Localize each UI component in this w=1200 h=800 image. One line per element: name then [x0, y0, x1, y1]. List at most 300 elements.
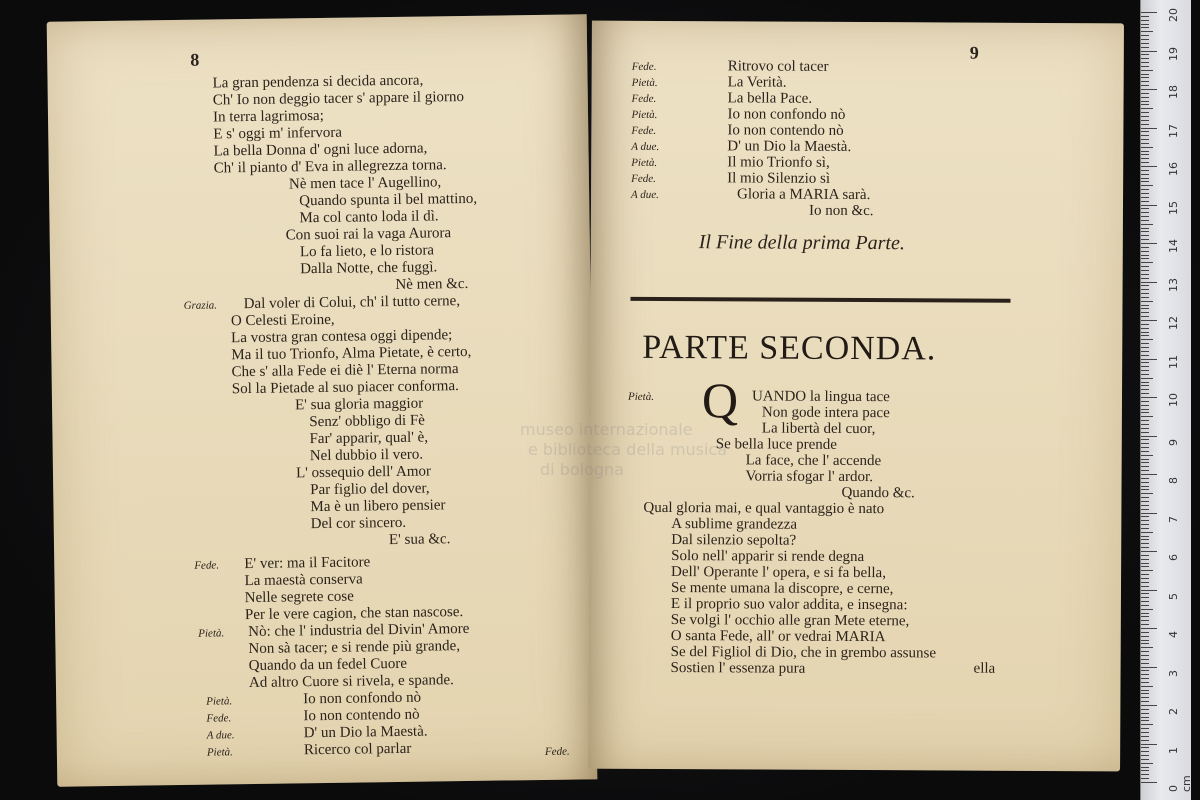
ruler-tick — [1141, 351, 1149, 352]
ruler-tick — [1141, 578, 1149, 579]
ruler-tick — [1141, 513, 1157, 514]
ruler-label: 15 — [1167, 200, 1180, 215]
library-watermark — [520, 420, 760, 510]
ruler-label: 13 — [1167, 277, 1180, 292]
divider-rule — [630, 297, 1010, 303]
ruler-tick — [1141, 705, 1157, 706]
ruler-tick — [1141, 166, 1157, 167]
ruler-tick — [1141, 366, 1149, 367]
page-number: 9 — [969, 42, 979, 63]
ruler-tick — [1141, 208, 1149, 209]
ruler-tick — [1141, 640, 1149, 641]
ruler-tick — [1141, 293, 1149, 294]
speaker-label: Fede. — [631, 92, 657, 105]
ruler-tick — [1141, 274, 1149, 275]
verse-line: Dal voler di Colui, ch' il tutto cerne, — [243, 293, 461, 313]
ruler-tick — [1141, 616, 1149, 617]
ruler-tick — [1141, 239, 1149, 240]
ruler-tick — [1141, 597, 1149, 598]
ruler-tick — [1141, 24, 1149, 25]
ruler-tick — [1141, 89, 1157, 90]
ruler-tick — [1141, 778, 1149, 779]
ruler-tick — [1141, 397, 1157, 398]
ruler-tick — [1141, 505, 1149, 506]
verse-line: L' ossequio dell' Amor — [295, 463, 432, 482]
ruler-label: 0 cm — [1167, 775, 1193, 792]
verse-line: Se volgi l' occhio alle gran Mete eterne, — [670, 612, 910, 630]
verse-line: Se mente umana la discopre, e cerne, — [670, 580, 894, 598]
ruler-tick — [1141, 524, 1149, 525]
catchword: Fede. — [544, 745, 570, 758]
verse-line: Nò: che l' industria del Divin' Amore — [248, 620, 470, 641]
ruler-tick — [1141, 320, 1157, 321]
ruler-tick — [1141, 158, 1149, 159]
watermark-line: di bologna — [540, 460, 624, 479]
verse-line: Ma è un libero pensier — [310, 497, 446, 516]
catchword: ella — [973, 660, 996, 677]
ruler-tick — [1141, 509, 1149, 510]
ruler-tick — [1141, 751, 1149, 752]
speaker-label: Grazia. — [183, 299, 218, 312]
ruler-label: 8 — [1167, 477, 1180, 484]
ruler-tick — [1141, 258, 1149, 259]
ruler-tick — [1141, 374, 1149, 375]
ruler-tick — [1141, 539, 1149, 540]
ruler-tick — [1141, 466, 1149, 467]
ruler-tick — [1141, 170, 1149, 171]
verse-line: La maestà conserva — [244, 571, 363, 590]
ruler-tick — [1141, 193, 1149, 194]
ruler-label: 5 — [1167, 592, 1180, 600]
ruler-tick — [1141, 181, 1149, 182]
ruler-tick — [1141, 667, 1157, 668]
ruler-tick — [1141, 767, 1149, 768]
ruler-tick — [1141, 670, 1149, 671]
verse-line: Qual gloria mai, e qual vantaggio è nato — [643, 499, 885, 518]
verse-line: Nè men &c. — [395, 275, 469, 293]
ruler-tick — [1141, 720, 1149, 721]
verse-line: Far' apparir, qual' è, — [309, 429, 429, 448]
verse-line: La libertà del cuor, — [761, 420, 876, 438]
ruler-tick — [1141, 528, 1149, 529]
ruler-tick — [1141, 747, 1149, 748]
verse-line: E' ver: ma il Facitore — [244, 554, 371, 573]
verse-line: Del cor sincero. — [310, 514, 407, 533]
verse-line: Quando da un fedel Cuore — [248, 655, 408, 675]
speaker-label: Fede. — [206, 712, 232, 725]
speaker-label: A due. — [631, 140, 660, 153]
verse-line: Sol la Pietade al suo piacer conforma. — [231, 378, 459, 398]
ruler-tick — [1141, 62, 1149, 63]
speaker-label: Pietà. — [631, 108, 658, 121]
ruler-tick — [1141, 128, 1157, 129]
ruler-tick — [1141, 412, 1149, 413]
ruler-tick — [1141, 678, 1149, 679]
ruler-tick — [1141, 462, 1149, 463]
speaker-label: A due. — [206, 729, 235, 742]
verse-line: La gran pendenza si decida ancora, — [212, 72, 424, 92]
verse-line: Che s' alla Fede ei diè l' Eterna norma — [231, 361, 459, 381]
ruler-tick — [1141, 178, 1149, 179]
ruler-tick — [1141, 536, 1149, 537]
ruler-label: 6 — [1167, 554, 1180, 561]
ruler-tick — [1141, 312, 1149, 313]
ruler-tick — [1141, 101, 1149, 102]
ruler-tick — [1141, 324, 1149, 325]
ruler-tick — [1141, 570, 1153, 571]
ruler-tick — [1141, 197, 1149, 198]
ruler-tick — [1141, 332, 1149, 333]
ruler-tick — [1141, 697, 1149, 698]
ruler-tick — [1141, 355, 1149, 356]
verse-line: In terra lagrimosa; — [212, 107, 324, 126]
ruler-tick — [1141, 493, 1153, 494]
speaker-label: Pietà. — [206, 746, 233, 759]
ruler-label: 12 — [1167, 316, 1180, 330]
ruler-tick — [1141, 85, 1149, 86]
verse-line: Ricerco col parlar — [303, 740, 412, 759]
verse-line: Lo fa lieto, e lo ristora — [299, 242, 435, 261]
ruler-tick — [1141, 659, 1149, 660]
ruler-tick — [1141, 416, 1153, 417]
ruler-tick — [1141, 574, 1149, 575]
ruler-tick — [1141, 224, 1153, 225]
ruler-tick — [1141, 728, 1149, 729]
ruler-tick — [1141, 439, 1149, 440]
ruler-tick — [1141, 401, 1149, 402]
ruler-tick — [1141, 482, 1149, 483]
ruler-tick — [1141, 185, 1153, 186]
verse-line: Nel dubbio il vero. — [309, 446, 424, 465]
ruler-tick — [1141, 701, 1149, 702]
ruler-tick — [1141, 316, 1149, 317]
ruler-label: 14 — [1167, 239, 1180, 253]
ruler-tick — [1141, 231, 1149, 232]
ruler-tick — [1141, 555, 1149, 556]
verse-line: E' sua gloria maggior — [294, 395, 424, 414]
ruler-tick — [1141, 201, 1149, 202]
ruler-tick — [1141, 378, 1153, 379]
ruler-tick — [1141, 266, 1149, 267]
ruler-tick — [1141, 420, 1149, 421]
ruler-tick — [1141, 713, 1149, 714]
ruler-tick — [1141, 636, 1149, 637]
ruler-tick — [1141, 35, 1149, 36]
ruler-tick — [1141, 501, 1149, 502]
ruler-tick — [1141, 97, 1149, 98]
ruler-tick — [1141, 58, 1149, 59]
ruler-tick — [1141, 216, 1149, 217]
ruler-tick — [1141, 593, 1149, 594]
ruler-label: 2 — [1167, 708, 1180, 715]
watermark-line: museo internazionale — [520, 420, 693, 439]
verse-line: UANDO la lingua tace — [751, 388, 890, 406]
verse-line: Ma col canto loda il dì. — [299, 208, 439, 227]
ruler-tick — [1141, 104, 1149, 105]
ruler-tick — [1141, 655, 1149, 656]
ruler-tick — [1141, 255, 1149, 256]
ruler-tick — [1141, 81, 1149, 82]
speaker-label: Pietà. — [627, 390, 654, 403]
verse-line: E il proprio suo valor addita, e insegna: — [670, 596, 908, 614]
ruler-tick — [1141, 301, 1153, 302]
verse-line: Dal silenzio sepolta? — [671, 532, 797, 549]
ruler-tick — [1141, 609, 1153, 610]
ruler-tick — [1141, 343, 1149, 344]
ruler-tick — [1141, 624, 1149, 625]
ruler-tick — [1141, 43, 1149, 44]
ruler-tick — [1141, 424, 1149, 425]
end-of-part-one: Il Fine della prima Parte. — [698, 231, 905, 255]
ruler-tick — [1141, 382, 1149, 383]
verse-line: O Celesti Eroine, — [230, 311, 335, 330]
verse-line: Nè men tace l' Augellino, — [288, 174, 442, 193]
ruler-tick — [1141, 455, 1153, 456]
ruler-tick — [1141, 632, 1149, 633]
ruler-tick — [1141, 39, 1149, 40]
ruler-tick — [1141, 601, 1149, 602]
ruler-tick — [1141, 447, 1149, 448]
ruler-tick — [1141, 139, 1149, 140]
ruler-tick — [1141, 724, 1153, 725]
verse-line: Nelle segrete cose — [244, 588, 354, 607]
verse-line: Sostien l' essenza pura — [670, 660, 806, 677]
ruler-tick — [1141, 428, 1149, 429]
ruler-tick — [1141, 347, 1149, 348]
verse-line: Se bella luce prende — [715, 436, 837, 453]
ruler-tick — [1141, 693, 1149, 694]
ruler-tick — [1141, 405, 1149, 406]
ruler-tick — [1141, 740, 1149, 741]
ruler-tick — [1141, 563, 1149, 564]
ruler-tick — [1141, 47, 1149, 48]
ruler-tick — [1141, 489, 1149, 490]
verse-line: Non gode intera pace — [761, 404, 890, 422]
dialogue-line: D' un Dio la Maestà. — [727, 138, 852, 155]
ruler-tick — [1141, 744, 1157, 745]
ruler-tick — [1141, 305, 1149, 306]
ruler-tick — [1141, 308, 1149, 309]
speaker-label: A due. — [631, 188, 659, 201]
drop-cap: Q — [701, 372, 739, 429]
speaker-label: Pietà. — [631, 76, 658, 89]
ruler-tick — [1141, 551, 1157, 552]
ruler-tick — [1141, 690, 1149, 691]
ruler-tick — [1141, 516, 1149, 517]
verse-line: O santa Fede, all' or vedrai MARIA — [670, 628, 886, 646]
ruler-tick — [1141, 443, 1149, 444]
ruler-label: 10 — [1167, 393, 1180, 407]
ruler-tick — [1141, 31, 1153, 32]
verse-line: Senz' obbligo di Fè — [309, 412, 426, 431]
ruler-tick — [1141, 162, 1149, 163]
ruler-tick — [1141, 120, 1149, 121]
speaker-label: Fede. — [631, 124, 657, 137]
ruler-tick — [1141, 189, 1149, 190]
ruler-tick — [1141, 12, 1157, 13]
ruler-tick — [1141, 116, 1149, 117]
ruler-tick — [1141, 151, 1149, 152]
ruler-tick — [1141, 663, 1149, 664]
ruler-tick — [1141, 270, 1149, 271]
speaker-label: Fede. — [194, 559, 220, 572]
ruler-label: 17 — [1167, 123, 1180, 138]
ruler-label: 18 — [1167, 85, 1180, 99]
ruler-tick — [1141, 628, 1157, 629]
ruler-tick — [1141, 582, 1149, 583]
ruler-tick — [1141, 586, 1149, 587]
ruler-tick — [1141, 686, 1153, 687]
ruler-tick — [1141, 212, 1149, 213]
verse-line: Quando spunta il bel mattino, — [299, 190, 478, 210]
ruler-tick — [1141, 674, 1149, 675]
verse-line: Io non confondo nò — [303, 689, 422, 708]
right-page — [588, 21, 1124, 772]
verse-line: Dell' Operante l' opera, e si fa bella, — [671, 564, 887, 582]
ruler-tick — [1141, 759, 1149, 760]
ruler-tick — [1141, 66, 1149, 67]
speaker-label: Pietà. — [631, 156, 658, 169]
dialogue-line: Io non confondo nò — [727, 106, 846, 123]
watermark-line: e biblioteca della musica — [528, 440, 728, 459]
verse-line: Dalla Notte, che fuggì. — [300, 259, 438, 278]
ruler-tick — [1141, 278, 1149, 279]
ruler-tick — [1141, 520, 1149, 521]
ruler-tick — [1141, 154, 1149, 155]
verse-line: D' un Dio la Maestà. — [303, 723, 428, 742]
ruler-tick — [1141, 643, 1149, 644]
ruler-tick — [1141, 436, 1157, 437]
ruler-tick — [1141, 451, 1149, 452]
ruler-tick — [1141, 328, 1149, 329]
ruler-tick — [1141, 135, 1149, 136]
verse-line: Per le vere cagion, che stan nascose. — [244, 604, 464, 624]
ruler-tick — [1141, 285, 1149, 286]
page-number: 8 — [190, 49, 200, 70]
ruler-tick — [1141, 590, 1157, 591]
ruler-tick — [1141, 359, 1157, 360]
verse-line: Ch' Io non deggio tacer s' appare il giorno — [212, 88, 465, 109]
measuring-ruler — [1140, 0, 1191, 800]
ruler-label: 9 — [1167, 438, 1180, 446]
ruler-tick — [1141, 54, 1149, 55]
verse-line: Par figlio del dover, — [310, 480, 430, 499]
ruler-tick — [1141, 297, 1149, 298]
verse-line: Ad altro Cuore si rivela, e spande. — [248, 672, 454, 692]
ruler-tick — [1141, 474, 1157, 475]
verse-line: Ch' il pianto d' Eva in allegrezza torna. — [213, 157, 447, 177]
ruler-tick — [1141, 651, 1149, 652]
verse-line: Vorria sfogar l' ardor. — [745, 468, 874, 486]
ruler-tick — [1141, 682, 1149, 683]
ruler-tick — [1141, 782, 1157, 783]
ruler-tick — [1141, 243, 1157, 244]
dialogue-line: La bella Pace. — [727, 90, 813, 107]
ruler-tick — [1141, 108, 1153, 109]
verse-line: E s' oggi m' infervora — [213, 124, 343, 143]
ruler-tick — [1141, 770, 1149, 771]
dialogue-line: Il mio Silenzio sì — [727, 170, 831, 187]
ruler-tick — [1141, 486, 1149, 487]
ruler-tick — [1141, 124, 1149, 125]
ruler-tick — [1141, 393, 1149, 394]
ruler-tick — [1141, 16, 1149, 17]
ruler-tick — [1141, 235, 1149, 236]
ruler-tick — [1141, 251, 1149, 252]
verse-line: Quando &c. — [841, 484, 915, 502]
ruler-tick — [1141, 27, 1149, 28]
ruler-tick — [1141, 620, 1149, 621]
ruler-label: 16 — [1167, 162, 1180, 176]
ruler-tick — [1141, 732, 1149, 733]
ruler-tick — [1141, 51, 1157, 52]
verse-line: A sublime grandezza — [671, 516, 798, 533]
ruler-tick — [1141, 70, 1153, 71]
ruler-tick — [1141, 547, 1149, 548]
dialogue-line: Io non contendo nò — [727, 122, 844, 139]
speaker-label: Fede. — [631, 60, 657, 73]
ruler-tick — [1141, 709, 1149, 710]
ruler-tick — [1141, 478, 1149, 479]
ruler-tick — [1141, 774, 1149, 775]
verse-line: Solo nell' apparir si rende degna — [671, 548, 865, 566]
ruler-tick — [1141, 77, 1149, 78]
verse-line: La vostra gran contesa oggi dipende; — [231, 327, 453, 347]
ruler-tick — [1141, 205, 1157, 206]
verse-line: Io non contendo nò — [303, 706, 420, 725]
ruler-tick — [1141, 289, 1149, 290]
ruler-tick — [1141, 736, 1149, 737]
ruler-tick — [1141, 112, 1149, 113]
ruler-tick — [1141, 763, 1153, 764]
ruler-tick — [1141, 174, 1149, 175]
verse-line: E' sua &c. — [388, 531, 451, 549]
ruler-tick — [1141, 282, 1157, 283]
ruler-tick — [1141, 755, 1149, 756]
ruler-tick — [1141, 717, 1149, 718]
left-page — [47, 14, 598, 786]
ruler-tick — [1141, 262, 1153, 263]
ruler-tick — [1141, 613, 1149, 614]
ruler-tick — [1141, 532, 1153, 533]
ruler-tick — [1141, 247, 1149, 248]
verse-line: Ma il tuo Trionfo, Alma Pietate, è certo, — [231, 343, 472, 364]
ruler-label: 1 — [1167, 746, 1180, 754]
ruler-tick — [1141, 432, 1149, 433]
speaker-label: Fede. — [631, 172, 656, 185]
ruler-label: 11 — [1167, 354, 1180, 369]
ruler-tick — [1141, 228, 1149, 229]
ruler-label: 3 — [1167, 669, 1180, 677]
dialogue-line: Ritrovo col tacer — [727, 58, 829, 75]
ruler-tick — [1141, 362, 1149, 363]
ruler-label: 4 — [1167, 631, 1180, 638]
dialogue-line: La Verità. — [727, 74, 787, 91]
ruler-tick — [1141, 497, 1149, 498]
speaker-label: Pietà. — [198, 627, 225, 640]
ruler-tick — [1141, 147, 1153, 148]
ruler-tick — [1141, 74, 1149, 75]
ruler-tick — [1141, 339, 1153, 340]
part-heading: PARTE SECONDA. — [642, 328, 937, 368]
ruler-tick — [1141, 143, 1149, 144]
verse-line: La bella Donna d' ogni luce adorna, — [213, 140, 428, 160]
dialogue-line: Il mio Trionfo sì, — [727, 154, 830, 171]
verse-line: La face, che l' accende — [745, 452, 882, 470]
ruler-tick — [1141, 559, 1149, 560]
ruler-label: 7 — [1167, 515, 1180, 523]
ruler-tick — [1141, 647, 1153, 648]
